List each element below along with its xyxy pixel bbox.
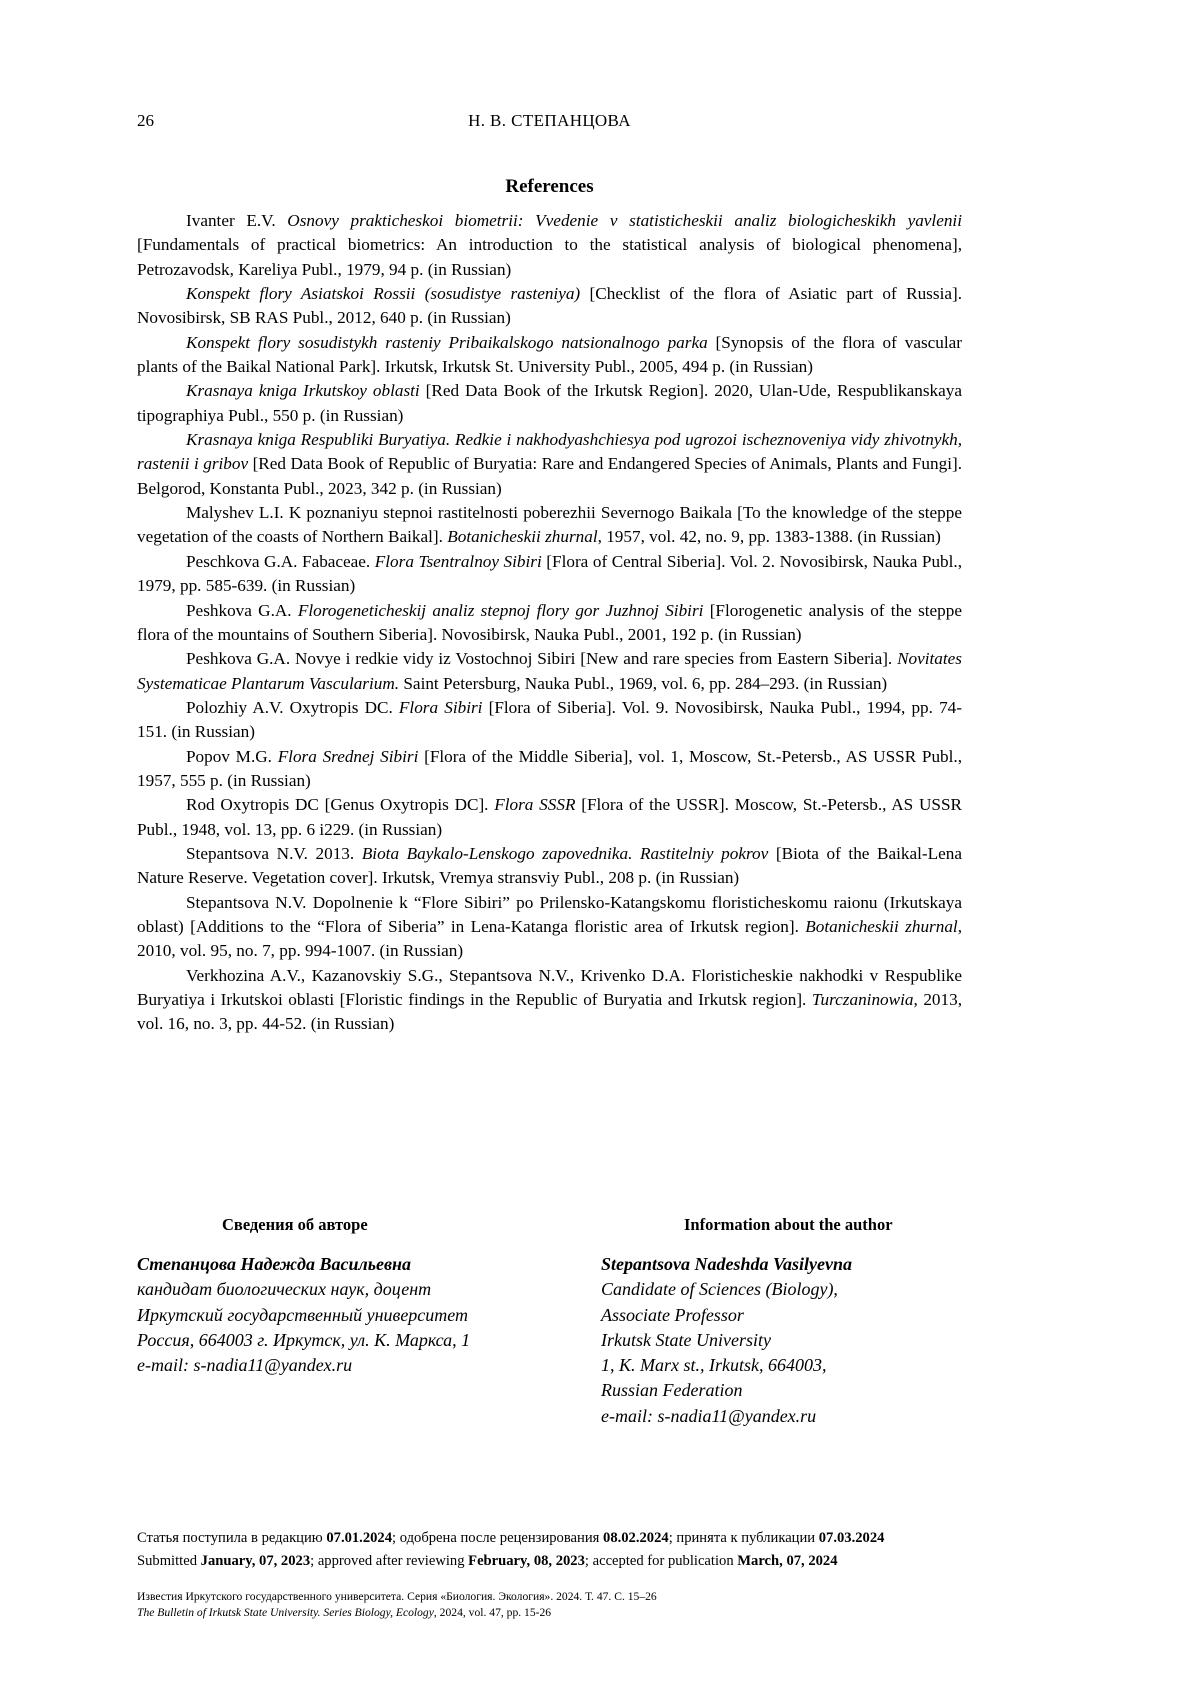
text-run: [Red Data Book of the Irkutsk Region]. 2020, Ulan-Ude, Respublikanskaya tipographiya Publ., 550 p. (in Russian) <box>137 381 963 425</box>
text-run: Степанцова Надежда Васильевна <box>137 1254 411 1274</box>
text-run: [Flora of Siberia]. Vol. 9. Novosibirsk, Nauka Publ., 1994, pp. 74-151. (in Russian) <box>137 697 962 742</box>
text-run: [Florogenetic analysis of the steppe flora of the mountains of Southern Siberia]. Novosibirsk, Nauka Publ., 2001, 192 p. (in Russian) <box>137 600 962 644</box>
text-run: ; принята к публикации <box>668 1530 819 1546</box>
text-run: [Red Data Book of Republic of Buryatia: Rare and Endangered Species of Animals, Plants and Fungi]. Belgorod, Konstanta Publ., 2023, 342 p. (in Russian) <box>137 454 963 498</box>
reference-entry <box>137 647 962 696</box>
text-run: Ivanter E.V. <box>186 211 288 230</box>
reference-entry <box>137 282 962 331</box>
text-run: Stepantsova Nadeshda Vasilyevna <box>601 1254 853 1274</box>
text-run: Flora Sibiri <box>398 697 483 717</box>
text-run: 07.03.2024 <box>818 1530 885 1546</box>
page-header <box>137 110 962 132</box>
text-run: кандидат биологических наук, доцент <box>137 1279 432 1300</box>
reference-entry <box>137 842 962 891</box>
author-line <box>137 1303 577 1328</box>
author-line <box>601 1277 962 1302</box>
text-run: , 2013, vol. 16, no. 3, pp. 44-52. (in Russian) <box>137 990 962 1034</box>
references-list <box>137 209 962 1037</box>
reference-entry <box>137 793 962 842</box>
text-run: [Synopsis of the flora of vascular plants of the Baikal National Park]. Irkutsk, Irkutsk St. University Publ., 2005, 494 p. (in Russian) <box>137 332 962 377</box>
references-title: References <box>505 176 594 197</box>
text-run: Иркутский государственный университет <box>137 1304 469 1325</box>
reference-entry <box>137 428 962 501</box>
text-run: January, 07, 2023 <box>200 1553 311 1569</box>
text-run: Konspekt flory sosudistykh rasteniy Pribaikalskogo natsionalnogo parka <box>186 332 708 352</box>
text-run: Rod Oxytropis DC [Genus Oxytropis DC]. <box>186 795 495 815</box>
author-line <box>601 1303 962 1328</box>
reference-entry <box>137 209 962 282</box>
text-run: , 1957, vol. 42, no. 9, pp. 1383-1388. (in Russian) <box>597 527 941 547</box>
text-run: Irkutsk State University <box>601 1329 771 1350</box>
text-run: [Flora of the Middle Siberia], vol. 1, Moscow, St.-Petersb., AS USSR Publ., 1957, 555 p. (in Russian) <box>137 746 962 790</box>
text-run: Россия, 664003 г. Иркутск, ул. К. Маркса, 1 <box>137 1329 471 1350</box>
reference-entry <box>137 599 962 648</box>
text-run: Candidate of Sciences (Biology), <box>601 1279 838 1300</box>
text-run: February, 08, 2023 <box>468 1553 585 1569</box>
text-run: Malyshev L.I. K poznaniyu stepnoi rastitelnosti poberezhii Severnogo Baikala [To the knowledge of the steppe vegetation of the coasts of Northern Baikal]. <box>137 503 962 547</box>
text-run: 08.02.2024 <box>603 1530 669 1546</box>
author-line <box>137 1252 577 1277</box>
text-run: Peshkova G.A. <box>186 600 298 620</box>
submission-dates <box>137 1527 977 1573</box>
text-run: March, 07, 2024 <box>737 1553 838 1569</box>
text-run: , 2010, vol. 95, no. 7, pp. 994-1007. (in Russian) <box>137 916 963 961</box>
author-heading-en: Information about the author <box>684 1215 893 1234</box>
author-info-english <box>601 1214 962 1429</box>
author-line <box>601 1404 962 1429</box>
text-run: e-mail: s-nadia11@yandex.ru <box>601 1405 817 1426</box>
text-run: , 2024, vol. 47, pp. 15-26 <box>433 1605 552 1619</box>
text-run: 07.01.2024 <box>326 1530 393 1546</box>
author-line <box>137 1328 577 1353</box>
submission-line <box>137 1527 977 1550</box>
text-run: ; accepted for publication <box>584 1553 738 1569</box>
text-run: Osnovy prakticheskoi biometrii: Vvedenie v statisticheskii analiz biologicheskikh yavlenii <box>287 211 962 230</box>
text-run: [Flora of Central Siberia]. Vol. 2. Novosibirsk, Nauka Publ., 1979, pp. 585-639. (in Russian) <box>137 551 962 596</box>
author-line <box>601 1353 962 1378</box>
page-content <box>137 110 962 1037</box>
journal-citation-line <box>137 1605 837 1621</box>
reference-entry <box>137 550 962 599</box>
author-line <box>137 1277 577 1302</box>
reference-entry <box>137 696 962 745</box>
text-run: Florogeneticheskij analiz stepnoj flory gor Juzhnoj Sibiri <box>297 600 704 620</box>
author-lines-ru <box>137 1252 577 1378</box>
text-run: Polozhiy A.V. Oxytropis DC. <box>186 697 399 717</box>
text-run: 1, K. Marx st., Irkutsk, 664003, <box>601 1355 827 1376</box>
author-lines-en <box>601 1252 962 1429</box>
text-run: Известия Иркутского государственного университета. Серия «Биология. Экология». 2024. Т. 47. С. 15–26 <box>137 1590 657 1603</box>
reference-entry <box>137 501 962 550</box>
text-run: Biota Baykalo-Lenskogo zapovednika. Rastitelniy pokrov <box>361 843 769 863</box>
text-run: Peshkova G.A. Novye i redkie vidy iz Vostochnoj Sibiri [New and rare species from Eastern Siberia]. <box>186 649 898 669</box>
text-run: [Flora of the USSR]. Moscow, St.-Petersb., AS USSR Publ., 1948, vol. 13, pp. 6 i229. (in Russian) <box>137 795 962 839</box>
text-run: Flora Srednej Sibiri <box>277 746 419 766</box>
author-line <box>137 1353 577 1378</box>
text-run: Peschkova G.A. Fabaceae. <box>186 551 375 571</box>
author-info-russian <box>137 1214 577 1378</box>
text-run: Turczaninowia <box>811 990 914 1009</box>
text-run: The Bulletin of Irkutsk State University. Series Biology, Ecology <box>137 1605 434 1619</box>
text-run: Krasnaya kniga Respubliki Buryatiya. Redkie i nakhodyashchiesya pod ugrozoi ischeznoveniya vidy zhivotnykh, rastenii i gribov <box>137 430 962 474</box>
reference-entry <box>137 745 962 794</box>
page-number: 26 <box>137 111 154 130</box>
journal-citation-line <box>137 1589 837 1605</box>
text-run: [Biota of the Baikal-Lena Nature Reserve. Vegetation cover]. Irkutsk, Vremya stransviy Publ., 208 p. (in Russian) <box>137 843 962 888</box>
author-heading-ru: Сведения об авторе <box>222 1215 368 1234</box>
running-head: Н. В. СТЕПАНЦОВА <box>468 111 631 130</box>
text-run: Submitted <box>137 1553 201 1569</box>
author-line <box>601 1252 962 1277</box>
text-run: [Checklist of the flora of Asiatic part of Russia]. Novosibirsk, SB RAS Publ., 2012, 640 p. (in Russian) <box>137 284 962 328</box>
author-line <box>601 1328 962 1353</box>
journal-citation <box>137 1589 837 1621</box>
text-run: ; approved after reviewing <box>310 1553 469 1569</box>
submission-line <box>137 1550 977 1573</box>
text-run: Stepantsova N.V. Dopolnenie k “Flore Sibiri” po Prilensko-Katangskomu floristicheskomu raionu (Irkutskaya oblast) [Additions to the “Flora of Siberia” in Lena-Katanga floristic area of Irkutsk region]. <box>137 892 962 936</box>
text-run: Saint Petersburg, Nauka Publ., 1969, vol. 6, pp. 284–293. (in Russian) <box>399 673 888 693</box>
text-run: [Fundamentals of practical biometrics: An introduction to the statistical analysis of biological phenomena], Petrozavodsk, Kareliya Publ., 1979, 94 p. (in Russian) <box>137 235 962 279</box>
text-run: Статья поступила в редакцию <box>137 1530 327 1546</box>
text-run: Flora SSSR <box>494 795 576 815</box>
reference-entry <box>137 379 962 428</box>
text-run: Verkhozina A.V., Kazanovskiy S.G., Stepantsova N.V., Krivenko D.A. Floristicheskie nakhodki v Respublike Buryatiya i Irkutskoi oblasti [Floristic findings in the Republic of Buryatia and Irkutsk region]. <box>137 965 962 1009</box>
text-run: Russian Federation <box>601 1380 743 1401</box>
text-run: Botanicheskii zhurnal <box>805 916 958 936</box>
text-run: Stepantsova N.V. 2013. <box>186 843 362 863</box>
text-run: Flora Tsentralnoy Sibiri <box>374 551 542 571</box>
text-run: Konspekt flory Asiatskoi Rossii (sosudistye rasteniya) <box>186 284 581 304</box>
text-run: Novitates Systematicae Plantarum Vascularium. <box>137 649 962 693</box>
text-run: e-mail: s-nadia11@yandex.ru <box>137 1355 353 1376</box>
text-run: Popov M.G. <box>186 746 278 766</box>
text-run: Botanicheskii zhurnal <box>447 527 598 547</box>
text-run: Krasnaya kniga Irkutskoy oblasti <box>186 381 420 401</box>
text-run: Associate Professor <box>601 1304 744 1325</box>
reference-entry <box>137 331 962 380</box>
reference-entry <box>137 891 962 964</box>
author-line <box>601 1378 962 1403</box>
text-run: ; одобрена после рецензирования <box>392 1530 604 1546</box>
reference-entry <box>137 964 962 1037</box>
